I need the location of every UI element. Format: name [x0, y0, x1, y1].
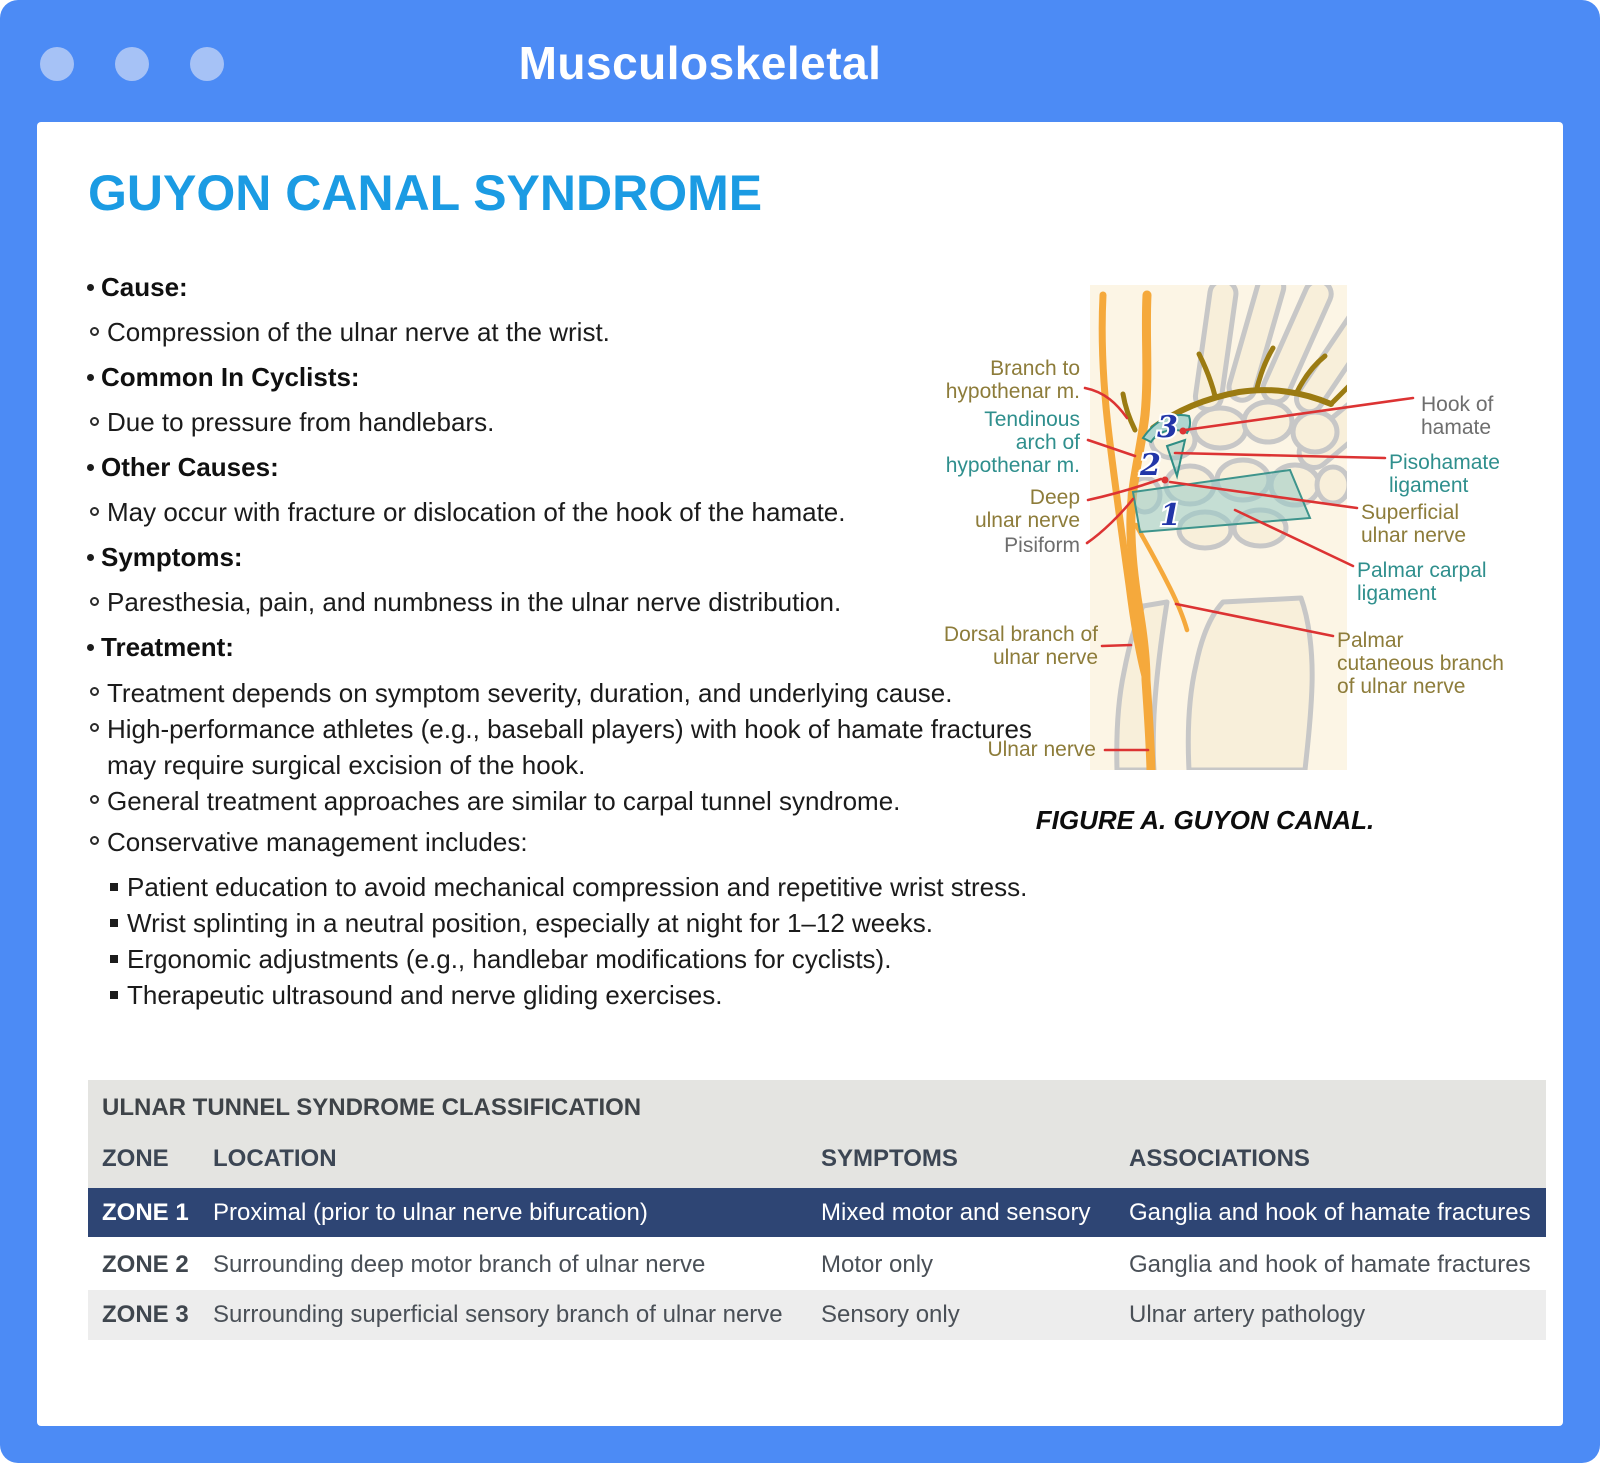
bullet-circle-icon: [90, 723, 99, 732]
cell-zone: ZONE 3: [102, 1301, 189, 1328]
label-palmar-carpal-ligament: Palmar carpal ligament: [1357, 559, 1487, 605]
cell-symptoms: Sensory only: [821, 1301, 960, 1328]
label-tendinous-arch: Tendinous arch of hypothenar m.: [945, 408, 1080, 477]
label-dorsal-branch: Dorsal branch of ulnar nerve: [943, 623, 1098, 669]
window-titlebar: [0, 0, 1600, 122]
cell-associations: Ulnar artery pathology: [1129, 1301, 1366, 1328]
label-deep-ulnar-nerve: Deep ulnar nerve: [974, 486, 1080, 532]
leader-dot: [1180, 428, 1187, 435]
bullet-item: General treatment approaches are similar to carpal tunnel syndrome.: [84, 783, 1044, 819]
zone-number-2: 2: [1140, 448, 1161, 483]
bullet-item: May occur with fracture or dislocation of the hook of the hamate.: [84, 495, 1044, 529]
document-page: [37, 122, 1563, 1426]
table-title: ULNAR TUNNEL SYNDROME CLASSIFICATION: [88, 1080, 1546, 1130]
page-title: GUYON CANAL SYNDROME: [88, 165, 763, 221]
column-header-zone: ZONE: [102, 1145, 169, 1172]
cell-zone: ZONE 2: [102, 1251, 189, 1278]
column-header-symptoms: SYMPTOMS: [821, 1145, 958, 1172]
bullet-item: Compression of the ulnar nerve at the wrist.: [84, 315, 1044, 349]
bullet-item: Paresthesia, pain, and numbness in the ulnar nerve distribution.: [84, 585, 1044, 619]
bullet-dot-icon: [87, 464, 94, 471]
label-ulnar-nerve: Ulnar nerve: [987, 738, 1096, 761]
classification-table: [88, 1080, 1546, 1340]
cell-zone: ZONE 1: [102, 1198, 189, 1226]
table-header-row: [88, 1130, 1546, 1188]
bullet-item: Due to pressure from handlebars.: [84, 405, 1044, 439]
table-row-zone-3: [88, 1290, 1546, 1340]
guyon-canal-figure: [905, 280, 1555, 880]
cell-location: Proximal (prior to ulnar nerve bifurcation): [213, 1198, 648, 1226]
bullet-circle-icon: [90, 597, 99, 606]
label-branch-to-hypothenar: Branch to hypothenar m.: [945, 357, 1080, 403]
zone-number-3: 3: [1157, 410, 1178, 445]
bullet-heading-other-causes: Other Causes:: [84, 450, 1044, 484]
bullet-item: Conservative management includes:: [84, 824, 1044, 860]
leader-dot: [1162, 477, 1169, 484]
bullet-square-icon: [110, 955, 118, 963]
bullet-circle-icon: [90, 417, 99, 426]
label-hook-of-hamate: Hook of hamate: [1421, 393, 1494, 439]
bullet-circle-icon: [90, 507, 99, 516]
cell-associations: Ganglia and hook of hamate fractures: [1129, 1198, 1531, 1226]
label-superficial-ulnar-nerve: Superficial ulnar nerve: [1361, 501, 1467, 547]
bullet-dot-icon: [87, 284, 94, 291]
bullet-circle-icon: [90, 836, 99, 845]
bullet-square-icon: [110, 883, 118, 891]
bullet-item: High-performance athletes (e.g., baseball players) with hook of hamate fractures may require surgical excision of the hook.: [84, 711, 1044, 783]
bullet-subitem: Therapeutic ultrasound and nerve gliding exercises.: [84, 977, 1044, 1013]
bullet-dot-icon: [87, 644, 94, 651]
bullet-heading-treatment: Treatment:: [84, 630, 1044, 664]
label-palmar-cutaneous-branch: Palmar cutaneous branch of ulnar nerve: [1337, 629, 1504, 698]
bullet-item: Treatment depends on symptom severity, duration, and underlying cause.: [84, 675, 1044, 711]
label-pisohamate-ligament: Pisohamate ligament: [1389, 451, 1500, 497]
outline: [84, 270, 1044, 1013]
cell-symptoms: Motor only: [821, 1251, 934, 1278]
column-header-associations: ASSOCIATIONS: [1129, 1145, 1310, 1172]
bullet-subitem: Patient education to avoid mechanical compression and repetitive wrist stress.: [84, 869, 1044, 905]
bullet-square-icon: [110, 919, 118, 927]
window-title: Musculoskeletal: [518, 37, 882, 89]
bullet-heading-cause: Cause:: [84, 270, 1044, 304]
cell-location: Surrounding deep motor branch of ulnar nerve: [213, 1251, 706, 1278]
bullet-square-icon: [110, 991, 118, 999]
column-header-location: LOCATION: [213, 1145, 337, 1172]
cell-location: Surrounding superficial sensory branch of ulnar nerve: [213, 1301, 783, 1328]
bullet-circle-icon: [90, 687, 99, 696]
figure-caption: FIGURE A. GUYON CANAL.: [1035, 805, 1375, 835]
zone-number-1: 1: [1160, 498, 1181, 533]
bullet-subitem: Wrist splinting in a neutral position, especially at night for 1–12 weeks.: [84, 905, 1044, 941]
cell-symptoms: Mixed motor and sensory: [821, 1198, 1091, 1226]
table-row-zone-1: [88, 1188, 1546, 1240]
bullet-heading-symptoms: Symptoms:: [84, 540, 1044, 574]
bullet-circle-icon: [90, 327, 99, 336]
cell-associations: Ganglia and hook of hamate fractures: [1129, 1251, 1531, 1278]
table-row-zone-2: [88, 1240, 1546, 1290]
bullet-heading-cyclists: Common In Cyclists:: [84, 360, 1044, 394]
bullet-subitem: Ergonomic adjustments (e.g., handlebar modifications for cyclists).: [84, 941, 1044, 977]
bullet-circle-icon: [90, 795, 99, 804]
bullet-dot-icon: [87, 374, 94, 381]
bullet-dot-icon: [87, 554, 94, 561]
label-pisiform: Pisiform: [1004, 534, 1080, 557]
